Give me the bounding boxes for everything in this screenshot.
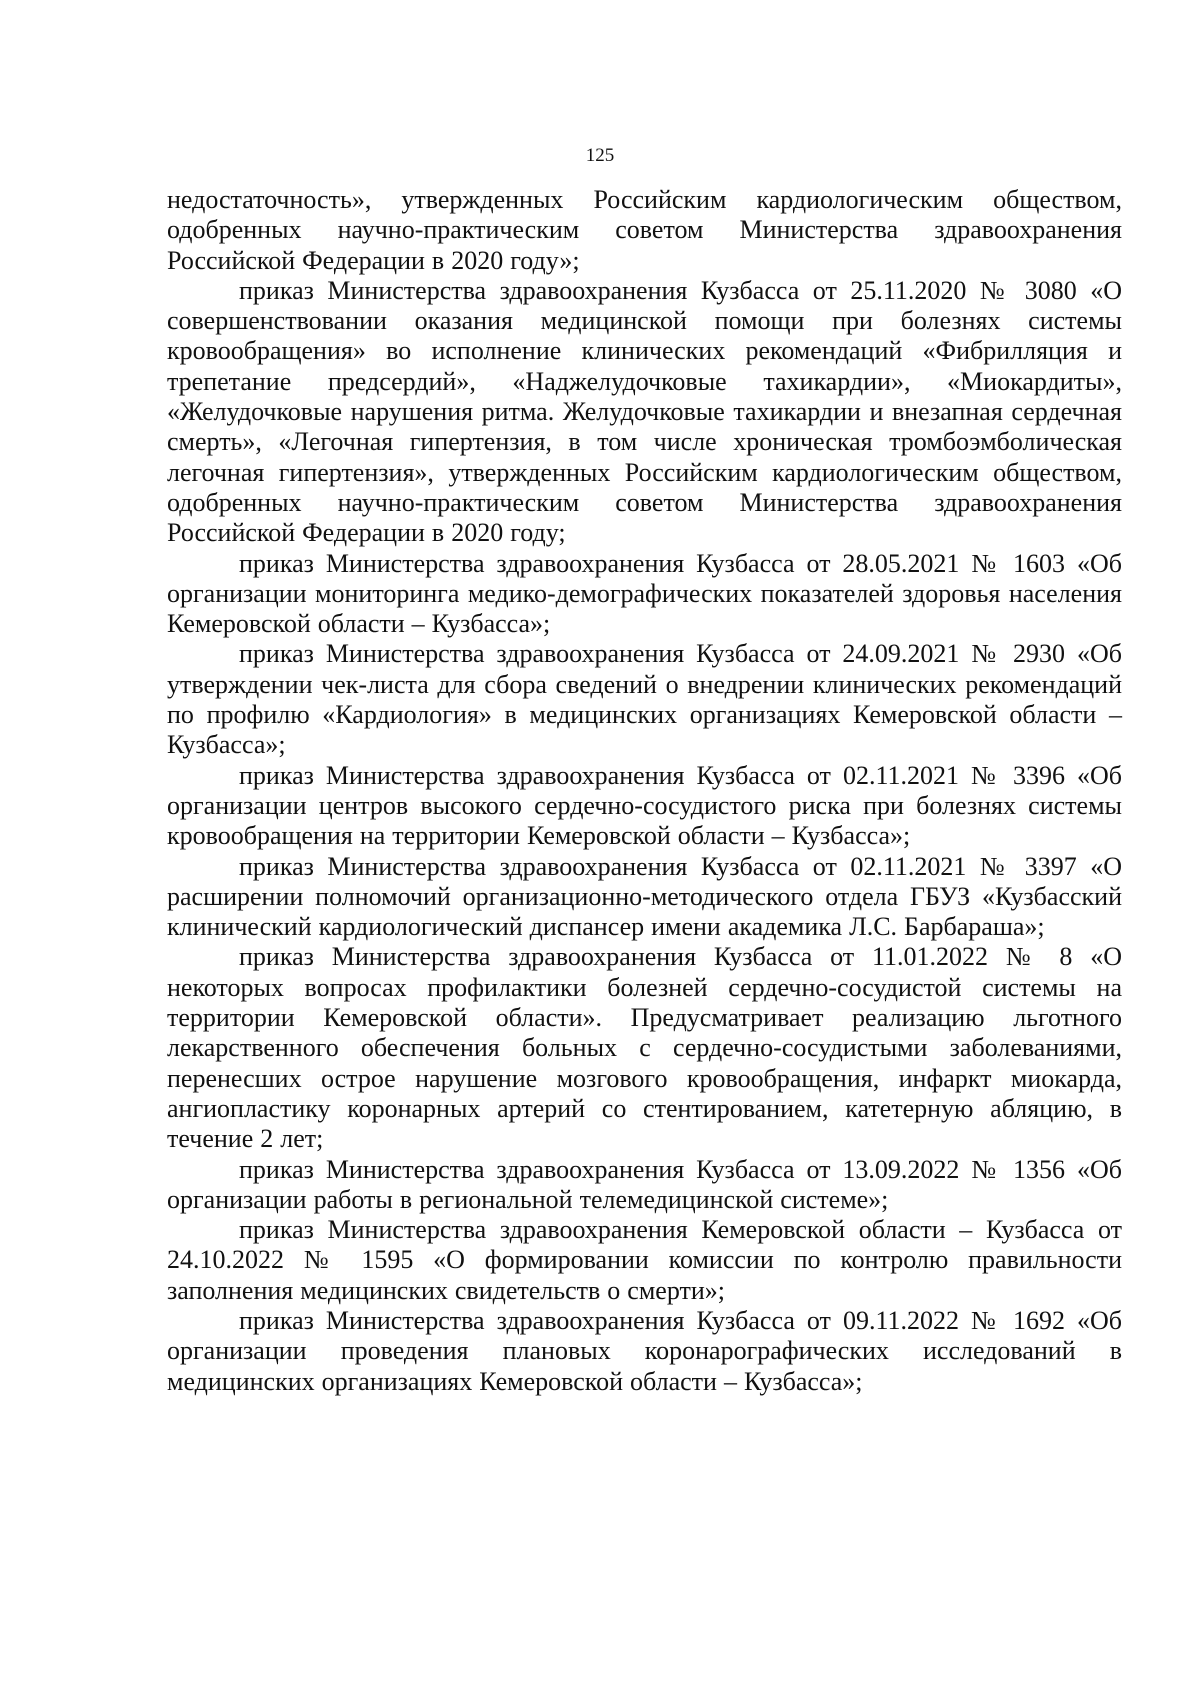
paragraph-order-1595: приказ Министерства здравоохранения Кемеровской области – Кузбасса от 24.10.2022 № 1595 «О формировании комиссии по контролю правильности заполнения медицинских свидетельств о смерти»; (167, 1215, 1122, 1305)
paragraph-order-1356: приказ Министерства здравоохранения Кузбасса от 13.09.2022 № 1356 «Об организации работы в региональной телемедицинской системе»; (167, 1154, 1122, 1214)
paragraph-order-3397: приказ Министерства здравоохранения Кузбасса от 02.11.2021 № 3397 «О расширении полномочий организационно-методического отдела ГБУЗ «Кузбасский клинический кардиологический диспансер имени академика Л.С. Барбараша»; (167, 851, 1122, 942)
paragraph-order-3080: приказ Министерства здравоохранения Кузбасса от 25.11.2020 № 3080 «О совершенствовании оказания медицинской помощи при болезнях системы кровообращения» во исполнение клинических рекомендаций «Фибрилляция и трепетание предсердий», «Наджелудочковые тахикардии», «Миокардиты», «Желудочковые нарушения ритма. Желудочковые тахикардии и внезапная сердечная смерть», «Легочная гипертензия, в том числе хроническая тромбоэмболическая легочная гипертензия», утвержденных Российским кардиологическим обществом, одобренных научно-практическим советом Министерства здравоохранения Российской Федерации в 2020 году; (167, 275, 1122, 548)
page-number: 125 (585, 145, 615, 166)
paragraph-continuation: недостаточность», утвержденных Российским кардиологическим обществом, одобренных научно-практическим советом Министерства здравоохранения Российской Федерации в 2020 году»; (167, 185, 1122, 275)
paragraph-order-1603: приказ Министерства здравоохранения Кузбасса от 28.05.2021 № 1603 «Об организации мониторинга медико-демографических показателей здоровья населения Кемеровской области – Кузбасса»; (167, 548, 1122, 639)
paragraph-order-3396: приказ Министерства здравоохранения Кузбасса от 02.11.2021 № 3396 «Об организации центров высокого сердечно-сосудистого риска при болезнях системы кровообращения на территории Кемеровской области – Кузбасса»; (167, 760, 1122, 851)
paragraph-order-1692: приказ Министерства здравоохранения Кузбасса от 09.11.2022 № 1692 «Об организации проведения плановых коронарографических исследований в медицинских организациях Кемеровской области – Кузбасса»; (167, 1305, 1122, 1396)
document-body (167, 185, 1122, 1397)
paragraph-order-2930: приказ Министерства здравоохранения Кузбасса от 24.09.2021 № 2930 «Об утверждении чек-листа для сбора сведений о внедрении клинических рекомендаций по профилю «Кардиология» в медицинских организациях Кемеровской области – Кузбасса»; (167, 639, 1122, 760)
paragraph-order-8: приказ Министерства здравоохранения Кузбасса от 11.01.2022 № 8 «О некоторых вопросах профилактики болезней сердечно-сосудистой системы на территории Кемеровской области». Предусматривает реализацию льготного лекарственного обеспечения больных с сердечно-сосудистыми заболеваниями, перенесших острое нарушение мозгового кровообращения, инфаркт миокарда, ангиопластику коронарных артерий со стентированием, катетерную абляцию, в течение 2 лет; (167, 942, 1122, 1154)
